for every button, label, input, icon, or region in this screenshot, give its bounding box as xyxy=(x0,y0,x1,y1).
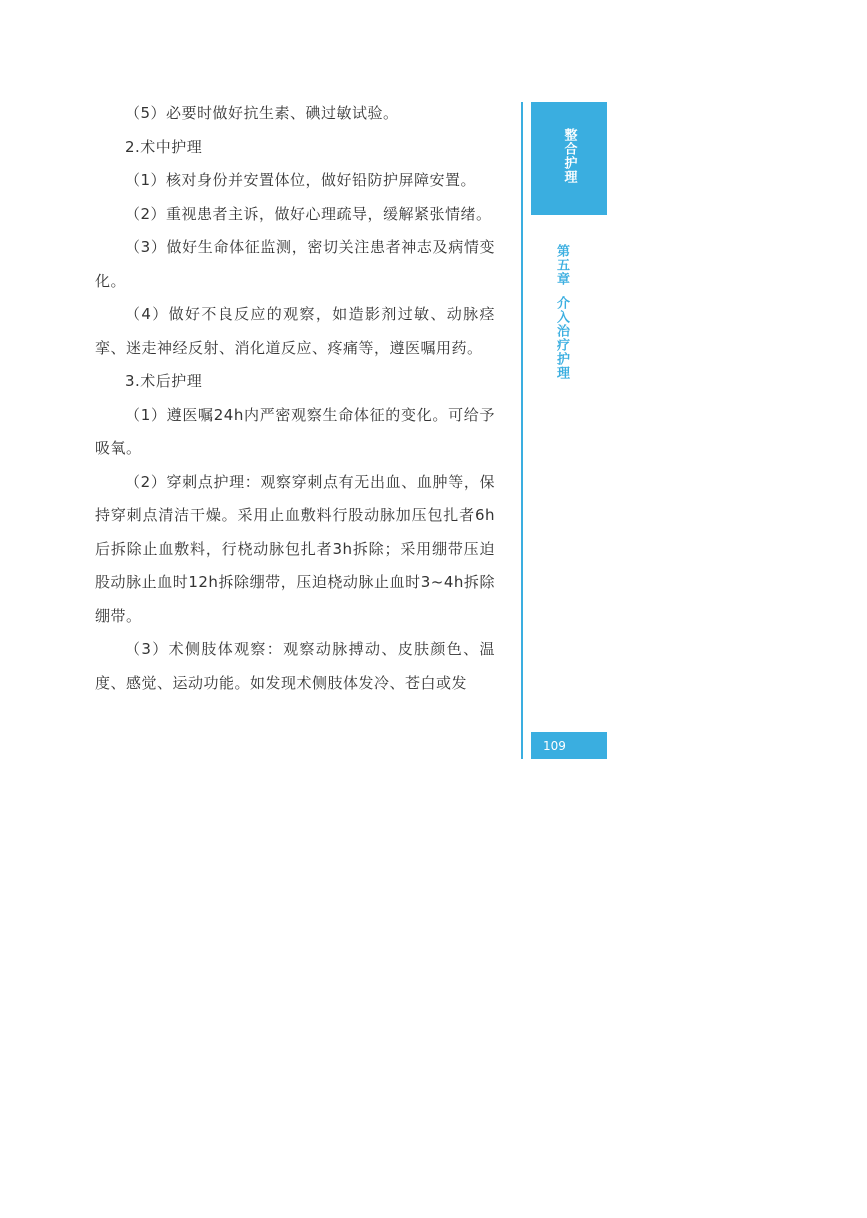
paragraph: （2）重视患者主诉，做好心理疏导，缓解紧张情绪。 xyxy=(125,204,492,223)
chapter-number: 第五章 xyxy=(554,244,569,286)
paragraph: （4）做好不良反应的观察，如造影剂过敏、动脉痉挛、迷走神经反射、消化道反应、疼痛等，遵医嘱用药。 xyxy=(95,305,495,357)
paragraph: （1）核对身份并安置体位，做好铅防护屏障安置。 xyxy=(125,171,477,189)
paragraph: （5）必要时做好抗生素、碘过敏试验。 xyxy=(125,104,399,122)
chapter-label xyxy=(555,244,568,380)
page-number xyxy=(531,732,607,759)
paragraph: （2）穿刺点护理：观察穿刺点有无出血、血肿等，保持穿刺点清洁干燥。采用止血敷料行股动脉加压包扎者6h后拆除止血敷料，行桡动脉包扎者3h拆除；采用绷带压迫股动脉止血时12h拆除绷带，压迫桡动脉止血时3~4h拆除绷带。 xyxy=(95,472,495,625)
section-heading: 3.术后护理 xyxy=(125,372,203,390)
paragraph: （1）遵医嘱24h内严密观察生命体征的变化。可给予吸氧。 xyxy=(95,405,495,457)
book-title-tab xyxy=(531,102,607,215)
page-number-text: 109 xyxy=(543,738,566,753)
book-title: 整合护理 xyxy=(561,128,577,184)
chapter-title: 介入治疗护理 xyxy=(554,296,569,380)
section-heading: 2.术中护理 xyxy=(125,137,203,156)
paragraph: （3）做好生命体征监测，密切关注患者神志及病情变化。 xyxy=(95,238,495,290)
body-text xyxy=(95,97,495,700)
paragraph: （3）术侧肢体观察：观察动脉搏动、皮肤颜色、温度、感觉、运动功能。如发现术侧肢体发冷、苍白或发 xyxy=(95,640,495,692)
vertical-divider xyxy=(521,102,523,759)
